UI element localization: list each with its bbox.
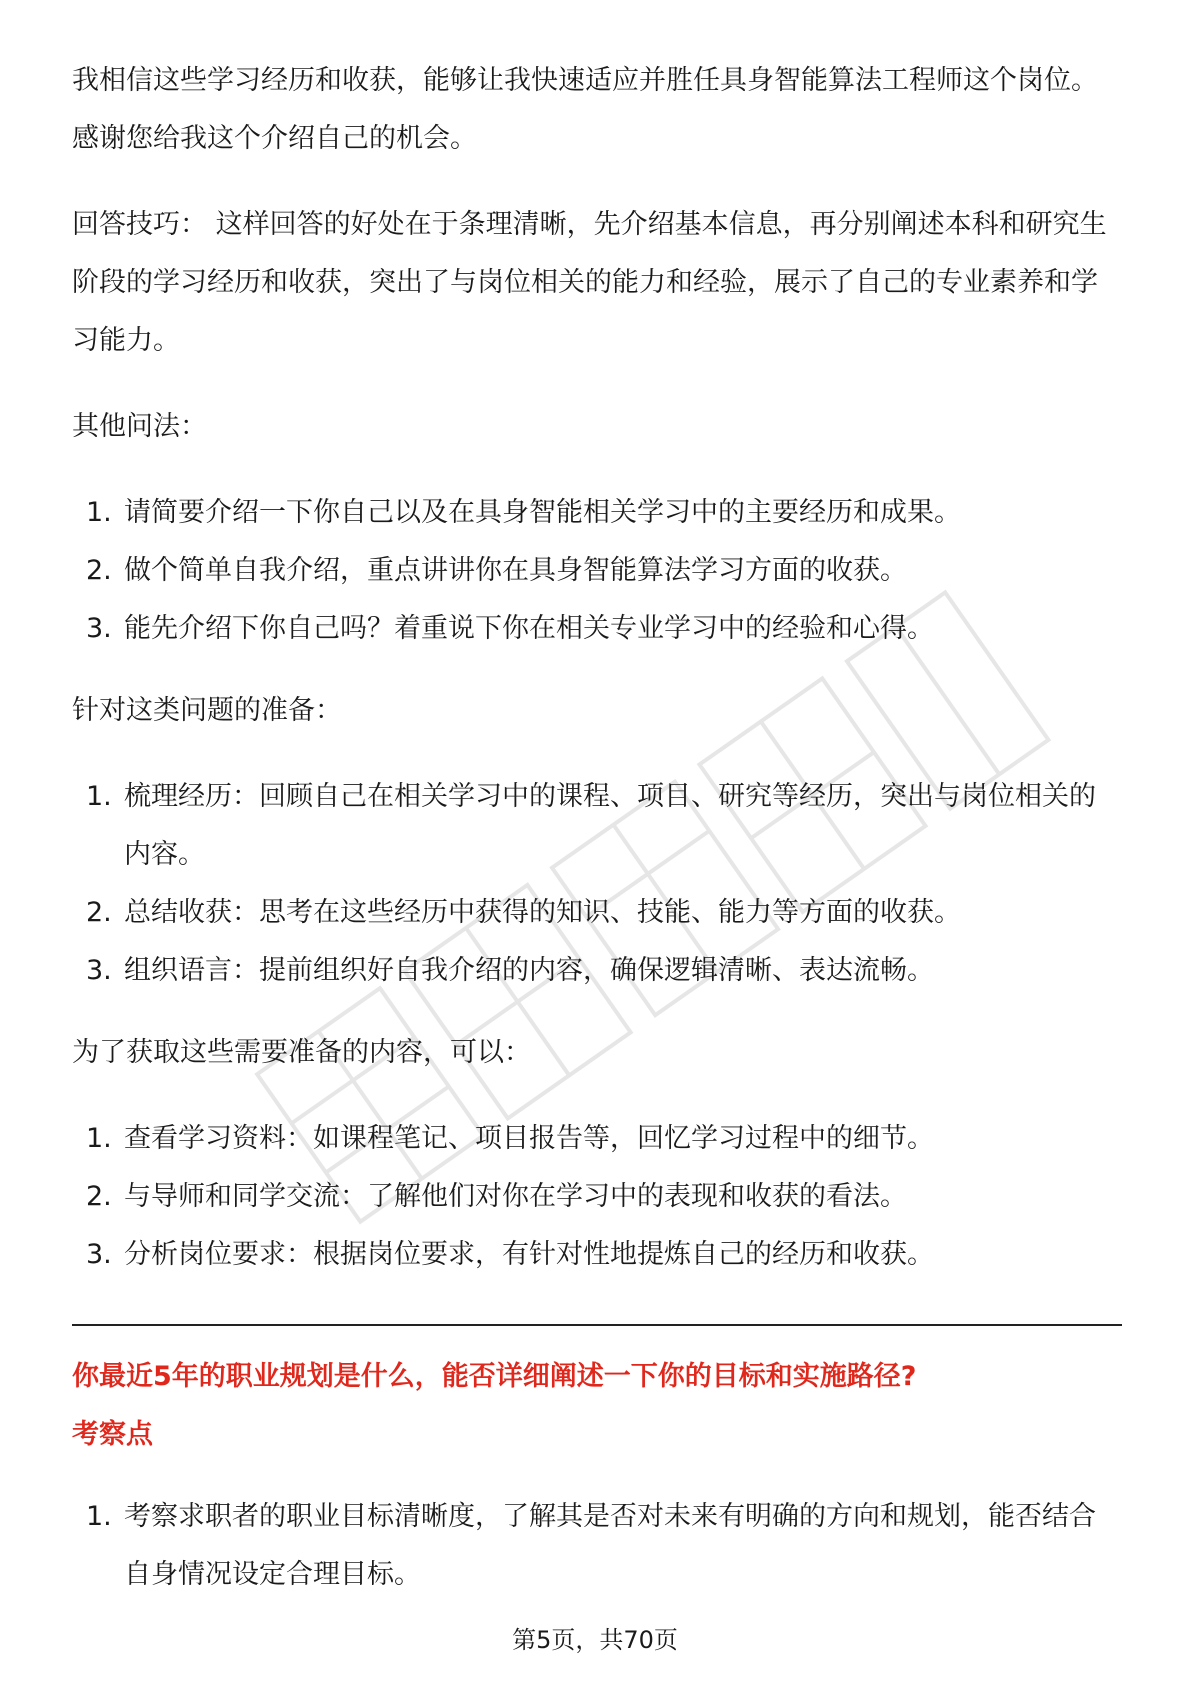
list-item: [72, 484, 1122, 542]
assessment-point-label: 考察点: [72, 1419, 153, 1450]
list-text: 组织语言：提前组织好自我介绍的内容，确保逻辑清晰、表达流畅。: [124, 955, 934, 986]
section-divider: [72, 1324, 1122, 1326]
list-number: 2.: [86, 555, 112, 586]
list-text: 考察求职者的职业目标清晰度，了解其是否对未来有明确的方向和规划，能否结合自身情况设定合理目标。: [124, 1501, 1096, 1590]
list-item: [72, 1110, 1122, 1168]
list-item: [72, 768, 1122, 884]
list-text: 请简要介绍一下你自己以及在具身智能相关学习中的主要经历和成果。: [124, 497, 961, 528]
list-item: [72, 1488, 1122, 1604]
preparation-list: [72, 768, 1122, 1000]
list-text: 与导师和同学交流：了解他们对你在学习中的表现和收获的看法。: [124, 1181, 907, 1212]
list-number: 3.: [86, 955, 112, 986]
obtain-list: [72, 1110, 1122, 1284]
document-body: [72, 52, 1122, 1628]
other-questions-list: [72, 484, 1122, 658]
list-number: 1.: [86, 1123, 112, 1154]
list-number: 1.: [86, 1501, 112, 1532]
list-number: 3.: [86, 1239, 112, 1270]
page-number: 第5页，共70页: [512, 1626, 678, 1654]
list-text: 做个简单自我介绍，重点讲讲你在具身智能算法学习方面的收获。: [124, 555, 907, 586]
list-number: 1.: [86, 497, 112, 528]
list-number: 2.: [86, 897, 112, 928]
list-item: [72, 942, 1122, 1000]
list-number: 2.: [86, 1181, 112, 1212]
list-text: 查看学习资料：如课程笔记、项目报告等，回忆学习过程中的细节。: [124, 1123, 934, 1154]
question-title: 你最近5年的职业规划是什么，能否详细阐述一下你的目标和实施路径?: [72, 1361, 917, 1392]
list-item: [72, 884, 1122, 942]
list-number: 3.: [86, 613, 112, 644]
list-item: [72, 1168, 1122, 1226]
list-text: 分析岗位要求：根据岗位要求，有针对性地提炼自己的经历和收获。: [124, 1239, 934, 1270]
assessment-point-list: [72, 1488, 1122, 1604]
preparation-heading: 针对这类问题的准备：: [72, 695, 342, 726]
list-item: [72, 600, 1122, 658]
answer-tip-paragraph: 回答技巧： 这样回答的好处在于条理清晰，先介绍基本信息，再分别阐述本科和研究生阶段的学习经历和收获，突出了与岗位相关的能力和经验，展示了自己的专业素养和学习能力。: [72, 209, 1107, 356]
list-number: 1.: [86, 781, 112, 812]
obtain-heading: 为了获取这些需要准备的内容，可以：: [72, 1037, 531, 1068]
list-text: 梳理经历：回顾自己在相关学习中的课程、项目、研究等经历，突出与岗位相关的内容。: [124, 781, 1096, 870]
list-text: 能先介绍下你自己吗？着重说下你在相关专业学习中的经验和心得。: [124, 613, 934, 644]
other-questions-heading: 其他问法：: [72, 411, 207, 442]
intro-paragraph: 我相信这些学习经历和收获，能够让我快速适应并胜任具身智能算法工程师这个岗位。感谢您给我这个介绍自己的机会。: [72, 65, 1098, 154]
list-text: 总结收获：思考在这些经历中获得的知识、技能、能力等方面的收获。: [124, 897, 961, 928]
list-item: [72, 542, 1122, 600]
list-item: [72, 1226, 1122, 1284]
